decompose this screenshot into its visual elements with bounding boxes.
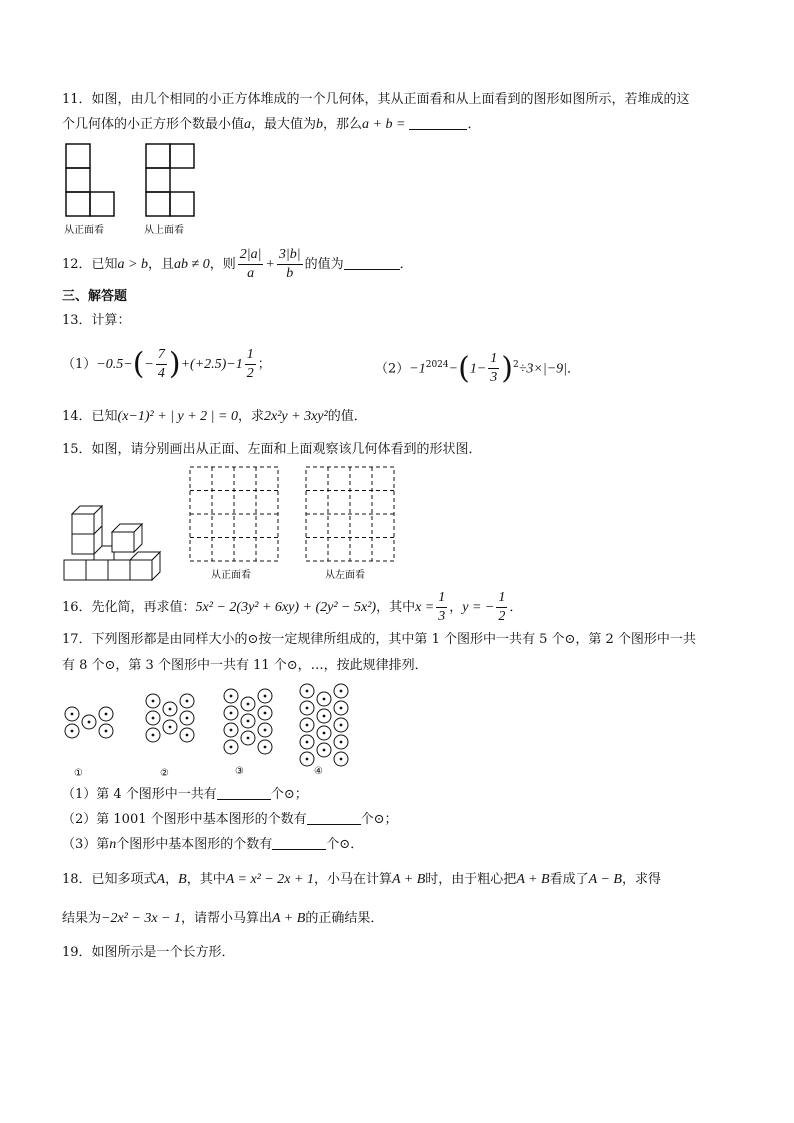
circle-dot-icon — [241, 714, 255, 728]
q17-pattern-figures — [60, 682, 360, 782]
q17-label-1: ① — [74, 768, 83, 779]
q16-fraction-x: $\frac{1}{3}$ — [438, 590, 446, 624]
q17-line2: 有 8 个⊙，第 3 个图形中一共有 11 个⊙，…，按此规律排列． — [62, 658, 428, 673]
q17-label-4: ④ — [314, 766, 323, 777]
circle-dot-icon — [65, 707, 79, 721]
circle-dot-icon — [258, 706, 272, 720]
q16-fraction-y: $\frac{1}{2}$ — [498, 590, 506, 624]
q17-sub2: （2）第 1001 个图形中基本图形的个数有 个⊙； — [62, 812, 398, 827]
q11-line1: 11．如图，由几个相同的小正方体堆成的一个几何体，其从正面看和从上面看到的图形如图所示，若堆成的这 — [62, 92, 690, 107]
circle-dot-icon — [334, 752, 348, 766]
q13-fraction-7-4: $\frac{7}{4}$ — [157, 347, 165, 381]
q11-front-caption: 从正面看 — [64, 225, 104, 236]
q17-blank-1[interactable] — [217, 785, 271, 800]
circle-dot-icon — [334, 718, 348, 732]
q17-blank-2[interactable] — [307, 810, 361, 825]
circle-dot-icon — [300, 684, 314, 698]
q18-line2: 结果为−2x² − 3x − 1，请帮小马算出A + B的正确结果． — [62, 911, 384, 926]
q15-left-caption: 从左面看 — [325, 570, 365, 581]
circle-dot-icon — [300, 701, 314, 715]
circle-dot-icon — [334, 684, 348, 698]
section-heading: 三、解答题 — [62, 289, 128, 304]
circle-dot-icon — [300, 718, 314, 732]
circle-dot-icon — [300, 735, 314, 749]
circle-dot-icon — [99, 707, 113, 721]
q16: 16．先化简，再求值：5x² − 2(3y² + 6xy) + (2y² − 5x²)，其中x = $\frac{1}{3}$ ，y = − $\frac{1}{2}$ ． — [62, 590, 523, 624]
q11-answer-blank[interactable] — [409, 115, 467, 130]
q12: 12．已知a > b，且ab ≠ 0，则 $\frac{2|a|}{a}$ + $\frac{3|b|}{b}$ 的值为 ． — [62, 247, 413, 281]
circle-dot-icon — [317, 692, 331, 706]
q17-blank-3[interactable] — [272, 835, 326, 850]
circle-dot-icon — [317, 709, 331, 723]
circle-dot-icon — [300, 752, 314, 766]
q11-line2: 个几何体的小正方形个数最小值a，最大值为b，那么a + b = ． — [62, 117, 481, 132]
q13-part2: $(2)-1^{2024}-(1-$ $\frac{1}{3}$ )$^2$÷3×|−9|． — [375, 350, 581, 386]
circle-dot-icon — [82, 715, 96, 729]
circle-dot-icon — [180, 694, 194, 708]
q17-line1: 17．下列图形都是由同样大小的⊙按一定规律所组成的，其中第 1 个图形中一共有 5 个⊙，第 2 个图形中一共 — [62, 632, 696, 647]
q17-label-2: ② — [160, 768, 169, 779]
circle-dot-icon — [224, 740, 238, 754]
circle-dot-icon — [241, 731, 255, 745]
circle-dot-icon — [317, 743, 331, 757]
circle-dot-icon — [180, 711, 194, 725]
circle-dot-icon — [258, 723, 272, 737]
circle-dot-icon — [146, 694, 160, 708]
q14: 14．已知(x−1)² + | y + 2 | = 0，求2x²y + 3xy²的值． — [62, 409, 367, 424]
circle-dot-icon — [224, 689, 238, 703]
q13-fraction-1-3: $\frac{1}{3}$ — [490, 351, 498, 386]
q12-fraction-2: $\frac{3|b|}{b}$ — [278, 247, 301, 281]
q15-front-caption: 从正面看 — [211, 570, 251, 581]
q11-front-view — [64, 143, 124, 238]
q15-front-grid — [189, 466, 279, 584]
circle-dot-icon — [258, 689, 272, 703]
circle-dot-icon — [317, 726, 331, 740]
circle-dot-icon — [163, 702, 177, 716]
q19-text: 19．如图所示是一个长方形． — [62, 945, 235, 960]
q11-top-view — [144, 143, 204, 238]
circle-dot-icon — [180, 728, 194, 742]
circle-dot-icon — [99, 724, 113, 738]
circle-dot-icon — [258, 740, 272, 754]
circle-dot-icon — [65, 724, 79, 738]
q13-fraction-1-2: $\frac{1}{2}$ — [246, 347, 254, 381]
q15-left-grid — [305, 466, 395, 584]
q13-part1: （1）−0.5−(− $\frac{7}{4}$ )+(+2.5)−1 $\frac{1}{2}$ ； — [62, 346, 271, 382]
circle-dot-icon — [224, 706, 238, 720]
q15-solid-figure — [62, 506, 162, 582]
circle-dot-icon — [146, 711, 160, 725]
circle-dot-icon — [224, 723, 238, 737]
circle-dot-icon — [241, 697, 255, 711]
q17-label-3: ③ — [235, 766, 244, 777]
circle-dot-icon — [163, 720, 177, 734]
q17-sub3: （3）第n个图形中基本图形的个数有 个⊙． — [62, 837, 364, 852]
q18-line1: 18．已知多项式A，B，其中A = x² − 2x + 1，小马在计算A + B时，由于粗心把A + B看成了A − B，求得 — [62, 872, 661, 887]
circle-dot-icon — [334, 701, 348, 715]
q15-text: 15．如图，请分别画出从正面、左面和上面观察该几何体看到的形状图． — [62, 442, 482, 457]
q12-fraction-1: $\frac{2|a|}{a}$ — [239, 247, 262, 281]
q17-sub1: （1）第 4 个图形中一共有 个⊙； — [62, 787, 308, 802]
circle-dot-icon — [334, 735, 348, 749]
q12-answer-blank[interactable] — [344, 255, 400, 270]
circle-dot-icon — [146, 728, 160, 742]
q11-top-caption: 从上面看 — [144, 225, 184, 236]
q13-title: 13．计算： — [62, 313, 131, 328]
